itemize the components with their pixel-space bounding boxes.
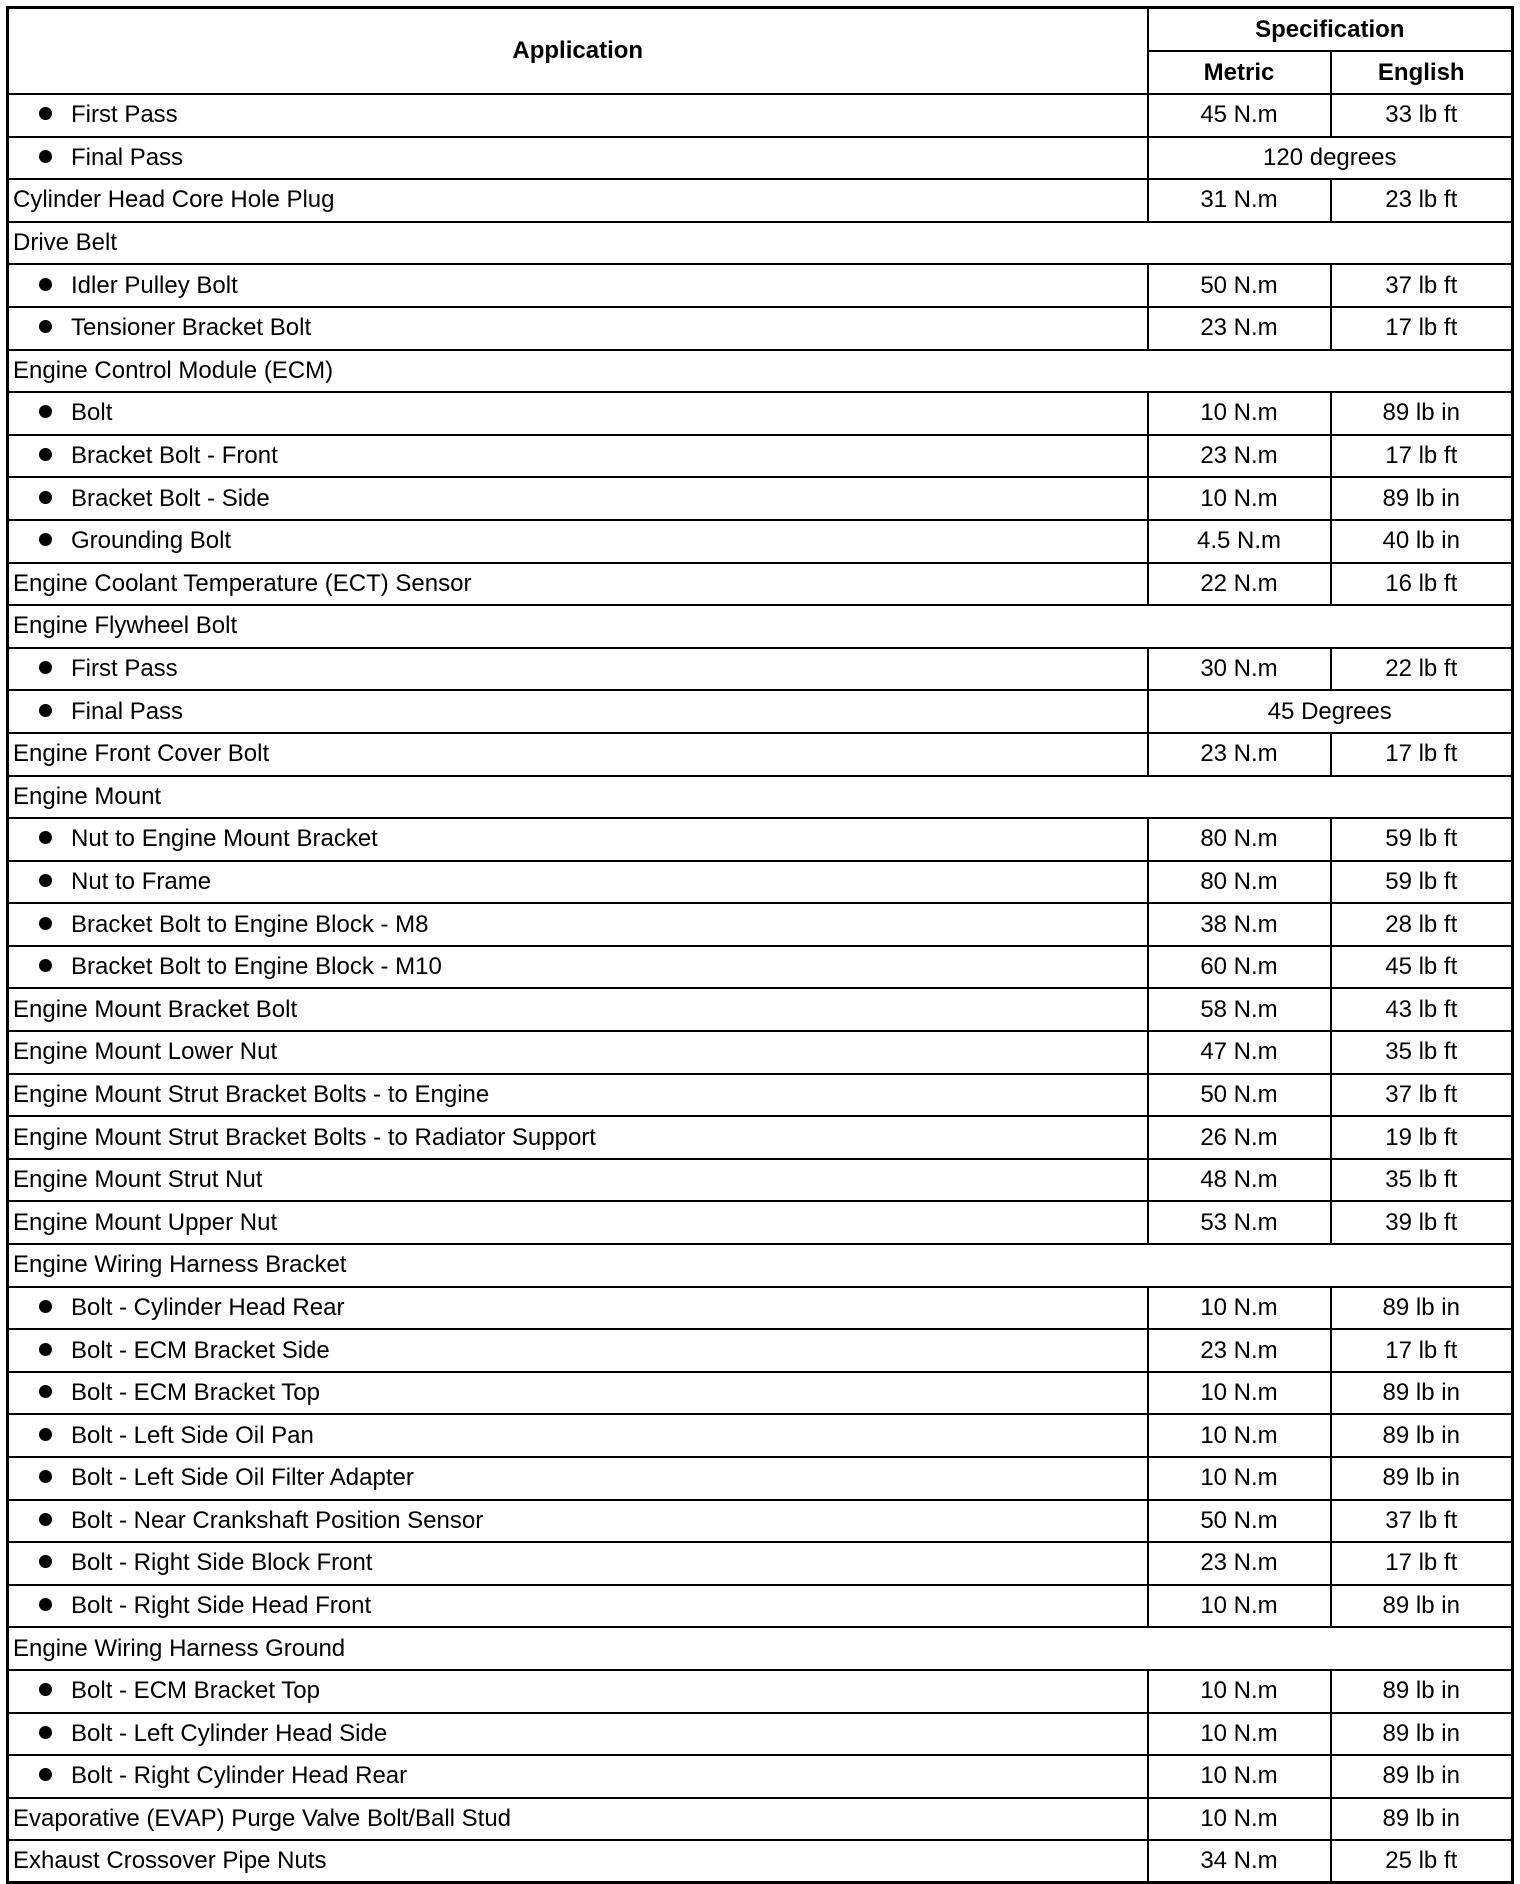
english-cell: 89 lb in bbox=[1331, 1287, 1513, 1330]
application-cell bbox=[8, 1116, 1148, 1159]
application-label: Bolt - Cylinder Head Rear bbox=[71, 1293, 345, 1321]
application-cell bbox=[8, 563, 1148, 606]
application-label: Nut to Engine Mount Bracket bbox=[71, 825, 378, 853]
application-cell bbox=[8, 1542, 1148, 1585]
metric-cell: 4.5 N.m bbox=[1148, 520, 1331, 563]
english-cell: 89 lb in bbox=[1331, 1670, 1513, 1713]
metric-cell: 10 N.m bbox=[1148, 1670, 1331, 1713]
table-row bbox=[8, 392, 1513, 435]
application-label: Bolt - Left Cylinder Head Side bbox=[71, 1719, 388, 1747]
application-label: Bolt - Right Cylinder Head Rear bbox=[71, 1762, 408, 1790]
bullet-icon bbox=[39, 1768, 52, 1781]
application-label: Engine Front Cover Bolt bbox=[13, 740, 270, 768]
specification-table bbox=[6, 6, 1514, 1884]
metric-cell: 53 N.m bbox=[1148, 1201, 1331, 1244]
english-cell: 89 lb in bbox=[1331, 1457, 1513, 1500]
application-cell bbox=[8, 520, 1148, 563]
metric-cell: 10 N.m bbox=[1148, 1755, 1331, 1798]
table-row bbox=[8, 1542, 1513, 1585]
english-cell: 17 lb ft bbox=[1331, 435, 1513, 478]
metric-cell: 80 N.m bbox=[1148, 818, 1331, 861]
english-cell: 89 lb in bbox=[1331, 1755, 1513, 1798]
application-label: Engine Mount Lower Nut bbox=[13, 1038, 278, 1066]
application-label: Engine Mount Strut Bracket Bolts - to Engine bbox=[13, 1080, 490, 1108]
application-label: Bracket Bolt to Engine Block - M10 bbox=[71, 953, 442, 981]
metric-cell: 50 N.m bbox=[1148, 264, 1331, 307]
application-cell bbox=[8, 648, 1148, 691]
english-cell: 37 lb ft bbox=[1331, 264, 1513, 307]
group-label: Engine Mount bbox=[8, 776, 1513, 819]
table-row bbox=[8, 1670, 1513, 1713]
application-cell bbox=[8, 392, 1148, 435]
group-row bbox=[8, 605, 1513, 648]
english-cell: 25 lb ft bbox=[1331, 1840, 1513, 1883]
english-cell: 43 lb ft bbox=[1331, 988, 1513, 1031]
application-cell bbox=[8, 1031, 1148, 1074]
english-cell: 22 lb ft bbox=[1331, 648, 1513, 691]
application-cell bbox=[8, 903, 1148, 946]
table-row bbox=[8, 477, 1513, 520]
application-cell bbox=[8, 307, 1148, 350]
application-label: Idler Pulley Bolt bbox=[71, 271, 238, 299]
application-cell bbox=[8, 1755, 1148, 1798]
table-row bbox=[8, 733, 1513, 776]
english-cell: 37 lb ft bbox=[1331, 1500, 1513, 1543]
application-label: Engine Mount Upper Nut bbox=[13, 1208, 278, 1236]
table-row bbox=[8, 861, 1513, 904]
table-row bbox=[8, 1201, 1513, 1244]
bullet-icon bbox=[39, 1428, 52, 1441]
application-cell bbox=[8, 1840, 1148, 1883]
english-cell: 89 lb in bbox=[1331, 477, 1513, 520]
bullet-icon bbox=[39, 917, 52, 930]
metric-cell: 22 N.m bbox=[1148, 563, 1331, 606]
bullet-icon bbox=[39, 1726, 52, 1739]
application-label: Tensioner Bracket Bolt bbox=[71, 314, 312, 342]
application-cell bbox=[8, 1329, 1148, 1372]
metric-cell: 30 N.m bbox=[1148, 648, 1331, 691]
combined-spec-cell: 45 Degrees bbox=[1148, 690, 1513, 733]
table-row bbox=[8, 563, 1513, 606]
application-cell bbox=[8, 690, 1148, 733]
application-label: Final Pass bbox=[71, 697, 184, 725]
table-row bbox=[8, 1585, 1513, 1628]
bullet-icon bbox=[39, 448, 52, 461]
english-cell: 23 lb ft bbox=[1331, 179, 1513, 222]
table-header bbox=[8, 8, 1513, 95]
group-label: Engine Flywheel Bolt bbox=[8, 605, 1513, 648]
metric-cell: 10 N.m bbox=[1148, 1287, 1331, 1330]
application-label: Exhaust Crossover Pipe Nuts bbox=[13, 1847, 327, 1875]
english-cell: 35 lb ft bbox=[1331, 1031, 1513, 1074]
metric-cell: 10 N.m bbox=[1148, 1372, 1331, 1415]
table-row bbox=[8, 946, 1513, 989]
specification-header: Specification bbox=[1148, 8, 1513, 52]
application-cell bbox=[8, 1074, 1148, 1117]
bullet-icon bbox=[39, 1300, 52, 1313]
english-cell: 59 lb ft bbox=[1331, 861, 1513, 904]
metric-cell: 50 N.m bbox=[1148, 1074, 1331, 1117]
metric-cell: 10 N.m bbox=[1148, 1585, 1331, 1628]
application-header: Application bbox=[8, 8, 1148, 95]
group-row bbox=[8, 776, 1513, 819]
application-cell bbox=[8, 1159, 1148, 1202]
metric-cell: 23 N.m bbox=[1148, 1329, 1331, 1372]
application-cell bbox=[8, 1457, 1148, 1500]
table-row bbox=[8, 1713, 1513, 1756]
table-row bbox=[8, 179, 1513, 222]
english-cell: 17 lb ft bbox=[1331, 733, 1513, 776]
bullet-icon bbox=[39, 405, 52, 418]
metric-cell: 38 N.m bbox=[1148, 903, 1331, 946]
bullet-icon bbox=[39, 107, 52, 120]
english-cell: 59 lb ft bbox=[1331, 818, 1513, 861]
bullet-icon bbox=[39, 1385, 52, 1398]
bullet-icon bbox=[39, 831, 52, 844]
metric-cell: 34 N.m bbox=[1148, 1840, 1331, 1883]
group-row bbox=[8, 1627, 1513, 1670]
english-cell: 89 lb in bbox=[1331, 392, 1513, 435]
metric-cell: 10 N.m bbox=[1148, 1457, 1331, 1500]
english-cell: 40 lb in bbox=[1331, 520, 1513, 563]
application-label: Bolt - ECM Bracket Top bbox=[71, 1379, 320, 1407]
application-cell bbox=[8, 1585, 1148, 1628]
table-row bbox=[8, 137, 1513, 180]
bullet-icon bbox=[39, 150, 52, 163]
english-cell: 16 lb ft bbox=[1331, 563, 1513, 606]
application-cell bbox=[8, 477, 1148, 520]
application-label: Engine Mount Strut Nut bbox=[13, 1166, 263, 1194]
table-row bbox=[8, 264, 1513, 307]
table-row bbox=[8, 1500, 1513, 1543]
application-label: Engine Coolant Temperature (ECT) Sensor bbox=[13, 569, 472, 597]
application-label: Bolt - ECM Bracket Top bbox=[71, 1677, 320, 1705]
application-cell bbox=[8, 94, 1148, 137]
application-cell bbox=[8, 1713, 1148, 1756]
english-cell: 39 lb ft bbox=[1331, 1201, 1513, 1244]
english-cell: 28 lb ft bbox=[1331, 903, 1513, 946]
metric-cell: 80 N.m bbox=[1148, 861, 1331, 904]
metric-cell: 50 N.m bbox=[1148, 1500, 1331, 1543]
application-label: Bracket Bolt - Front bbox=[71, 442, 278, 470]
table-row bbox=[8, 1755, 1513, 1798]
english-header: English bbox=[1331, 51, 1513, 94]
table-row bbox=[8, 1372, 1513, 1415]
table-row bbox=[8, 1414, 1513, 1457]
application-label: Evaporative (EVAP) Purge Valve Bolt/Ball Stud bbox=[13, 1805, 512, 1833]
english-cell: 19 lb ft bbox=[1331, 1116, 1513, 1159]
english-cell: 17 lb ft bbox=[1331, 1329, 1513, 1372]
metric-cell: 10 N.m bbox=[1148, 392, 1331, 435]
group-label: Engine Wiring Harness Ground bbox=[8, 1627, 1513, 1670]
application-label: Nut to Frame bbox=[71, 867, 212, 895]
bullet-icon bbox=[39, 661, 52, 674]
group-label: Engine Wiring Harness Bracket bbox=[8, 1244, 1513, 1287]
table-row bbox=[8, 94, 1513, 137]
metric-cell: 47 N.m bbox=[1148, 1031, 1331, 1074]
english-cell: 17 lb ft bbox=[1331, 307, 1513, 350]
metric-cell: 31 N.m bbox=[1148, 179, 1331, 222]
metric-cell: 10 N.m bbox=[1148, 1414, 1331, 1457]
application-cell bbox=[8, 137, 1148, 180]
application-cell bbox=[8, 1287, 1148, 1330]
bullet-icon bbox=[39, 1343, 52, 1356]
application-cell bbox=[8, 733, 1148, 776]
metric-cell: 10 N.m bbox=[1148, 1798, 1331, 1841]
table-row bbox=[8, 1031, 1513, 1074]
table-row bbox=[8, 435, 1513, 478]
application-label: Grounding Bolt bbox=[71, 527, 232, 555]
application-label: Bracket Bolt to Engine Block - M8 bbox=[71, 910, 429, 938]
table-row bbox=[8, 818, 1513, 861]
table-row bbox=[8, 520, 1513, 563]
english-cell: 89 lb in bbox=[1331, 1585, 1513, 1628]
metric-cell: 23 N.m bbox=[1148, 435, 1331, 478]
application-cell bbox=[8, 1414, 1148, 1457]
application-cell bbox=[8, 861, 1148, 904]
metric-cell: 23 N.m bbox=[1148, 733, 1331, 776]
metric-cell: 23 N.m bbox=[1148, 307, 1331, 350]
application-cell bbox=[8, 179, 1148, 222]
metric-cell: 45 N.m bbox=[1148, 94, 1331, 137]
application-cell bbox=[8, 946, 1148, 989]
application-cell bbox=[8, 818, 1148, 861]
metric-header: Metric bbox=[1148, 51, 1331, 94]
bullet-icon bbox=[39, 1683, 52, 1696]
group-label: Engine Control Module (ECM) bbox=[8, 350, 1513, 393]
application-label: Final Pass bbox=[71, 143, 184, 171]
application-label: Engine Mount Strut Bracket Bolts - to Radiator Support bbox=[13, 1123, 596, 1151]
bullet-icon bbox=[39, 874, 52, 887]
group-row bbox=[8, 222, 1513, 265]
bullet-icon bbox=[39, 1555, 52, 1568]
combined-spec-cell: 120 degrees bbox=[1148, 137, 1513, 180]
english-cell: 35 lb ft bbox=[1331, 1159, 1513, 1202]
application-label: Bolt - Left Side Oil Filter Adapter bbox=[71, 1464, 414, 1492]
table-body bbox=[8, 94, 1513, 1883]
metric-cell: 23 N.m bbox=[1148, 1542, 1331, 1585]
application-label: Bolt - Right Side Block Front bbox=[71, 1549, 373, 1577]
table-row bbox=[8, 1798, 1513, 1841]
metric-cell: 26 N.m bbox=[1148, 1116, 1331, 1159]
application-label: First Pass bbox=[71, 101, 178, 129]
table-row bbox=[8, 1840, 1513, 1883]
application-cell bbox=[8, 988, 1148, 1031]
english-cell: 17 lb ft bbox=[1331, 1542, 1513, 1585]
application-cell bbox=[8, 264, 1148, 307]
english-cell: 33 lb ft bbox=[1331, 94, 1513, 137]
bullet-icon bbox=[39, 491, 52, 504]
application-label: Bolt - Near Crankshaft Position Sensor bbox=[71, 1506, 484, 1534]
table-row bbox=[8, 1457, 1513, 1500]
bullet-icon bbox=[39, 320, 52, 333]
bullet-icon bbox=[39, 1513, 52, 1526]
application-label: Bolt - Left Side Oil Pan bbox=[71, 1421, 314, 1449]
english-cell: 89 lb in bbox=[1331, 1372, 1513, 1415]
application-cell bbox=[8, 1201, 1148, 1244]
metric-cell: 58 N.m bbox=[1148, 988, 1331, 1031]
english-cell: 89 lb in bbox=[1331, 1414, 1513, 1457]
bullet-icon bbox=[39, 1598, 52, 1611]
application-label: Engine Mount Bracket Bolt bbox=[13, 995, 298, 1023]
table-row bbox=[8, 903, 1513, 946]
table-row bbox=[8, 1159, 1513, 1202]
application-label: Bolt - Right Side Head Front bbox=[71, 1592, 372, 1620]
metric-cell: 10 N.m bbox=[1148, 1713, 1331, 1756]
bullet-icon bbox=[39, 278, 52, 291]
english-cell: 45 lb ft bbox=[1331, 946, 1513, 989]
application-cell bbox=[8, 1798, 1148, 1841]
bullet-icon bbox=[39, 704, 52, 717]
table-row bbox=[8, 1329, 1513, 1372]
english-cell: 89 lb in bbox=[1331, 1798, 1513, 1841]
bullet-icon bbox=[39, 1470, 52, 1483]
application-label: Bolt bbox=[71, 399, 113, 427]
bullet-icon bbox=[39, 533, 52, 546]
table-row bbox=[8, 1116, 1513, 1159]
metric-cell: 10 N.m bbox=[1148, 477, 1331, 520]
table-row bbox=[8, 1074, 1513, 1117]
table-row bbox=[8, 648, 1513, 691]
application-label: Cylinder Head Core Hole Plug bbox=[13, 186, 335, 214]
group-row bbox=[8, 350, 1513, 393]
application-label: First Pass bbox=[71, 655, 178, 683]
metric-cell: 48 N.m bbox=[1148, 1159, 1331, 1202]
application-cell bbox=[8, 1500, 1148, 1543]
bullet-icon bbox=[39, 959, 52, 972]
application-label: Bracket Bolt - Side bbox=[71, 484, 270, 512]
english-cell: 37 lb ft bbox=[1331, 1074, 1513, 1117]
application-cell bbox=[8, 435, 1148, 478]
table-row bbox=[8, 1287, 1513, 1330]
group-label: Drive Belt bbox=[8, 222, 1513, 265]
application-cell bbox=[8, 1372, 1148, 1415]
table-row bbox=[8, 690, 1513, 733]
metric-cell: 60 N.m bbox=[1148, 946, 1331, 989]
english-cell: 89 lb in bbox=[1331, 1713, 1513, 1756]
table-row bbox=[8, 307, 1513, 350]
table-row bbox=[8, 988, 1513, 1031]
application-label: Bolt - ECM Bracket Side bbox=[71, 1336, 330, 1364]
group-row bbox=[8, 1244, 1513, 1287]
application-cell bbox=[8, 1670, 1148, 1713]
